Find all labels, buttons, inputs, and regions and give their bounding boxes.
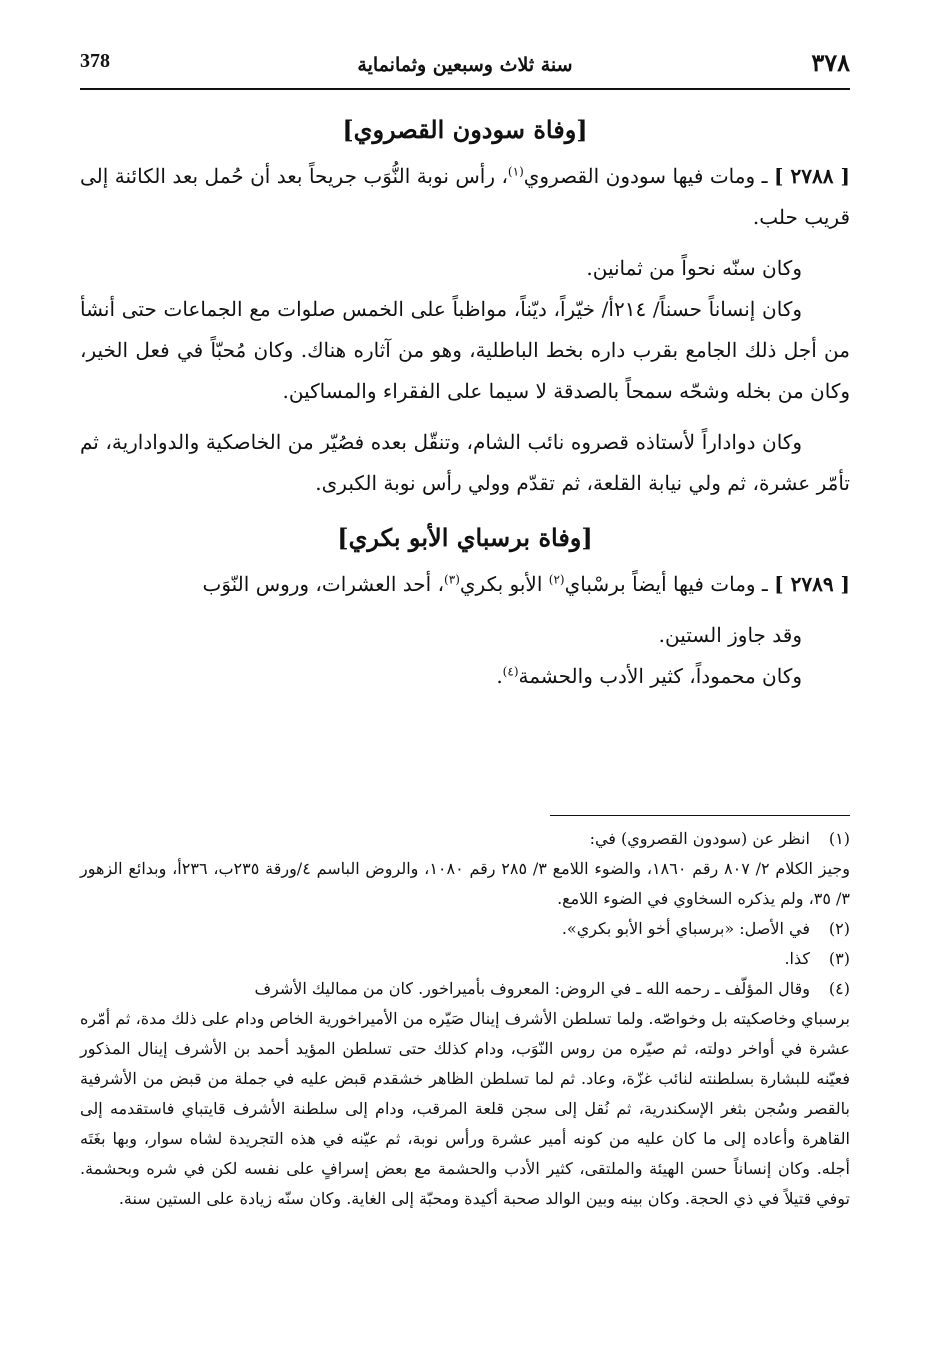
footnote-number: (٣)	[828, 949, 850, 968]
footnote-4	[80, 974, 850, 1004]
footnote-number: (٢)	[828, 919, 850, 938]
footnote-1	[80, 824, 850, 854]
footnote-text: انظر عن (سودون القصروي) في:	[589, 829, 810, 848]
footnote-divider	[550, 815, 850, 816]
section-heading-sudun: [وفاة سودون القصروي]	[342, 115, 588, 144]
footnotes	[80, 824, 850, 1214]
paragraph-text: وكان محموداً، كثير الأدب والحشمة	[518, 664, 802, 688]
paragraph-age: وقد جاوز الستين.	[658, 623, 802, 647]
entry-text: ـ ومات فيها سودون القصروي	[523, 164, 774, 188]
paragraph-career: وكان دواداراً لأستاذه قصروه نائب الشام، وتنقّل بعده فصُيّر من الخاصكية والدوادارية، ثم تأمّر عشرة، ثم ولي نيابة القلعة، ثم تقدّم وولي رأس نوبة الكبرى.	[80, 430, 850, 495]
page-header	[80, 48, 850, 90]
entry-text: الأبو بكري	[459, 572, 549, 596]
footnote-continuation: وجيز الكلام ٢/ ٨٠٧ رقم ١٨٦٠، والضوء اللامع ٣/ ٢٨٥ رقم ١٠٨٠، والروض الباسم ٤/ورقة ٢٣٥ب، ٢٣٦أ، وبدائع الزهور ٣/ ٣٥، ولم يذكره السخاوي في الضوء اللامع.	[80, 859, 851, 908]
paragraph-character: وكان إنساناً حسناً/ ٢١٤أ/ خيّراً، ديّناً، مواظباً على الخمس صلوات مع الجماعات حتى أنشأ من أجل ذلك الجامع بقرب داره بخط الباطلية، وهو من آثاره هناك. وكان مُحبّاً في فعل الخير، وكان من بخله وشحّه سمحاً بالصدقة لا سيما على الفقراء والمساكين.	[80, 297, 850, 403]
entry-number: [ ٢٧٨٩ ]	[774, 572, 850, 596]
entry-text: ، أحد العشرات، وروس النّوَب	[202, 572, 445, 596]
entry-text: ، رأس نوبة النُّوَب جريحاً بعد أن حُمل بعد الكائنة إلى قريب حلب.	[80, 164, 850, 229]
entry-2788	[80, 156, 850, 238]
entry-number: [ ٢٧٨٨ ]	[773, 164, 850, 188]
paragraph-text: .	[496, 664, 503, 688]
footnote-continuation: برسباي وخاصكيته بل وخواصّه. ولما تسلطن الأشرف إينال صَيّره من الأميراخورية الخاص ودام على ذلك مدة، ثم أمّره عشرة في أواخر دولته، ثم صيّره من روس النّوَب، ودام كذلك حتى تسلطن المؤيد أحمد بن الأشرف إينال المذكور فعيّنه للبشارة بسلطنته لنائب غزّة، وعاد. ثم لما تسلطن الظاهر خشقدم قبض عليه في جملة من قبض من الأشرفية بالقصر وسُجن بثغر الإسكندرية، ثم نُقل إلى سجن قلعة المرقب، ودام إلى سلطنة الأشرف قايتباي فاستقدمه إلى القاهرة وأعاده إلى ما كان عليه من كونه أمير عشرة ورأس نوبة، ثم عيّنه في هذه التجريدة لشاه سوار، وبها بغَتَه أجله. وكان إنساناً حسن الهيئة والملتقى، كثير الأدب والحشمة مع بعض إسرافٍ على نفسه لكن في شره وبحشمة. توفي قتيلاً في ذي الحجة. وكان بينه وبين الوالد صحبة أكيدة ومحبّة إلى الغاية. وكان سنّه زيادة على الستين سنة.	[80, 1009, 851, 1208]
footnote-ref: (٣)	[444, 572, 460, 587]
main-text	[80, 108, 850, 697]
footnote-text: كذا.	[784, 949, 810, 968]
paragraph-character	[80, 656, 850, 697]
footnote-text: وقال المؤلّف ـ رحمه الله ـ في الروض: المعروف بأميراخور. كان من مماليك الأشرف	[254, 979, 810, 998]
page-number-arabic: ٣٧٨	[811, 48, 850, 77]
entry-2789	[80, 564, 850, 605]
footnote-2	[80, 914, 850, 944]
footnote-ref: (٢)	[548, 572, 565, 587]
entry-text: ـ ومات فيها أيضاً برسْباي	[564, 572, 775, 596]
footnote-number: (٤)	[828, 979, 850, 998]
running-title: سنة ثلاث وسبعين وثمانماية	[357, 54, 573, 76]
footnote-ref: (١)	[507, 164, 524, 179]
footnote-text: في الأصل: «برسباي أخو الأبو بكري».	[561, 919, 810, 938]
footnote-3	[80, 944, 850, 974]
section-heading-barsbay: [وفاة برسباي الأبو بكري]	[337, 523, 593, 552]
paragraph-age: وكان سنّه نحواً من ثمانين.	[586, 256, 802, 280]
page-number-latin: 378	[80, 50, 110, 72]
footnote-number: (١)	[828, 829, 850, 848]
footnote-ref: (٤)	[502, 664, 519, 679]
